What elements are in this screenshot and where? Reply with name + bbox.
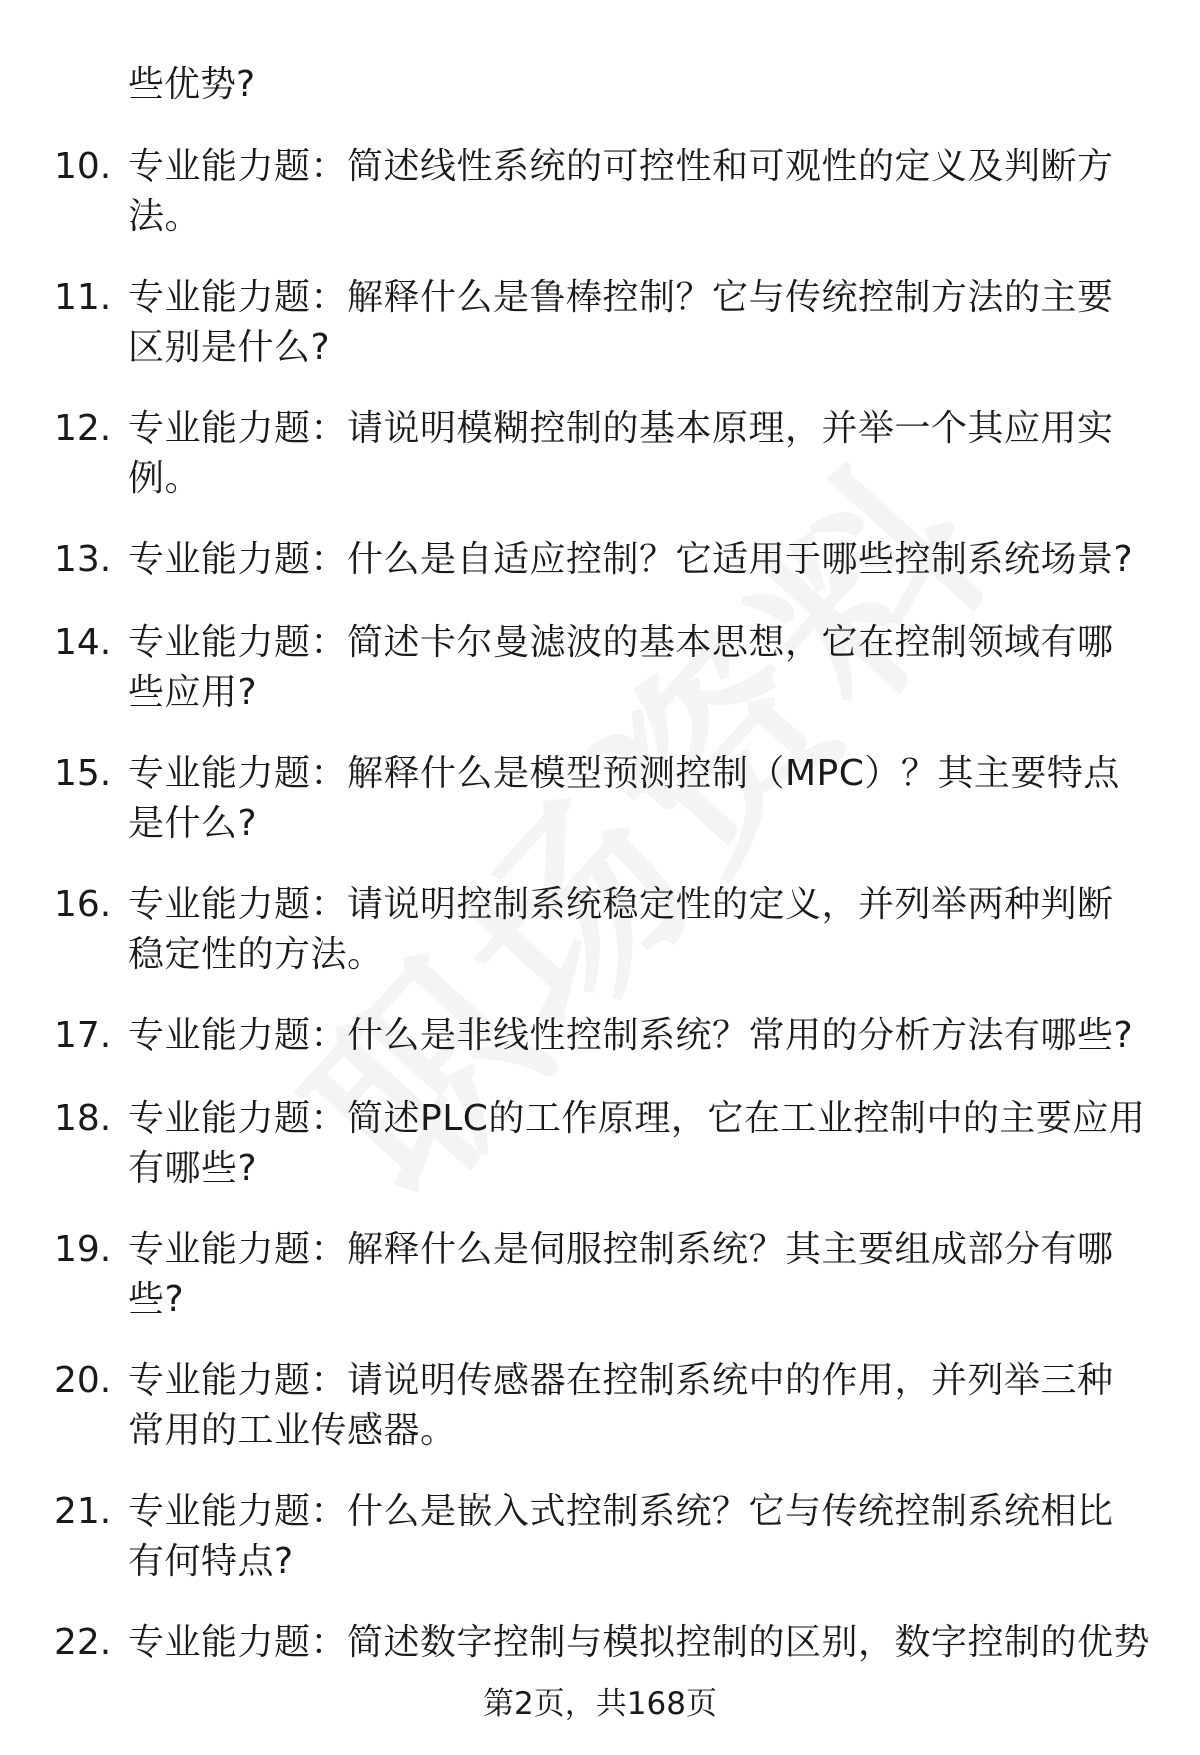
question-item	[0, 1094, 1200, 1225]
question-number: 21.	[54, 1491, 112, 1532]
question-item	[0, 1225, 1200, 1356]
question-number: 17.	[54, 1015, 112, 1056]
question-number: 12.	[54, 408, 112, 449]
question-item	[0, 1011, 1200, 1094]
question-item	[0, 880, 1200, 1011]
question-number: 10.	[54, 146, 112, 187]
question-item	[0, 142, 1200, 273]
previous-question-continuation: 些优势?	[128, 64, 256, 105]
page-footer: 第2页，共168页	[483, 1686, 717, 1722]
question-number: 11.	[54, 277, 112, 318]
question-number: 20.	[54, 1360, 112, 1401]
question-number: 19.	[54, 1229, 112, 1270]
question-text: 专业能力题：解释什么是模型预测控制（MPC）？其主要特点是什么?	[128, 753, 1120, 844]
question-item	[0, 749, 1200, 880]
question-text: 专业能力题：解释什么是鲁棒控制？它与传统控制方法的主要区别是什么?	[128, 277, 1114, 368]
question-item	[0, 1356, 1200, 1487]
question-number: 16.	[54, 884, 112, 925]
question-number: 15.	[54, 753, 112, 794]
question-text: 专业能力题：请说明模糊控制的基本原理，并举一个其应用实例。	[128, 408, 1114, 499]
question-text: 专业能力题：简述线性系统的可控性和可观性的定义及判断方法。	[128, 146, 1114, 237]
question-number: 22.	[54, 1622, 112, 1663]
question-item	[0, 1487, 1200, 1618]
question-number: 14.	[54, 622, 112, 663]
question-item	[0, 618, 1200, 749]
question-text: 专业能力题：解释什么是伺服控制系统？其主要组成部分有哪些?	[128, 1229, 1114, 1320]
question-item	[0, 535, 1200, 618]
question-text: 专业能力题：请说明传感器在控制系统中的作用，并列举三种常用的工业传感器。	[128, 1360, 1114, 1451]
question-number: 18.	[54, 1098, 112, 1139]
question-text: 专业能力题：什么是非线性控制系统？常用的分析方法有哪些?	[128, 1015, 1134, 1056]
question-item	[0, 273, 1200, 404]
question-item	[0, 1618, 1200, 1678]
question-list	[0, 142, 1200, 1678]
question-number: 13.	[54, 539, 112, 580]
question-text: 专业能力题：简述数字控制与模拟控制的区别，数字控制的优势	[128, 1622, 1151, 1663]
question-text: 专业能力题：什么是自适应控制？它适用于哪些控制系统场景?	[128, 539, 1134, 580]
question-text: 专业能力题：什么是嵌入式控制系统？它与传统控制系统相比有何特点?	[128, 1491, 1114, 1582]
question-item	[0, 404, 1200, 535]
question-text: 专业能力题：简述卡尔曼滤波的基本思想，它在控制领域有哪些应用?	[128, 622, 1114, 713]
question-text: 专业能力题：简述PLC的工作原理，它在工业控制中的主要应用有哪些?	[128, 1098, 1146, 1189]
question-text: 专业能力题：请说明控制系统稳定性的定义，并列举两种判断稳定性的方法。	[128, 884, 1114, 975]
